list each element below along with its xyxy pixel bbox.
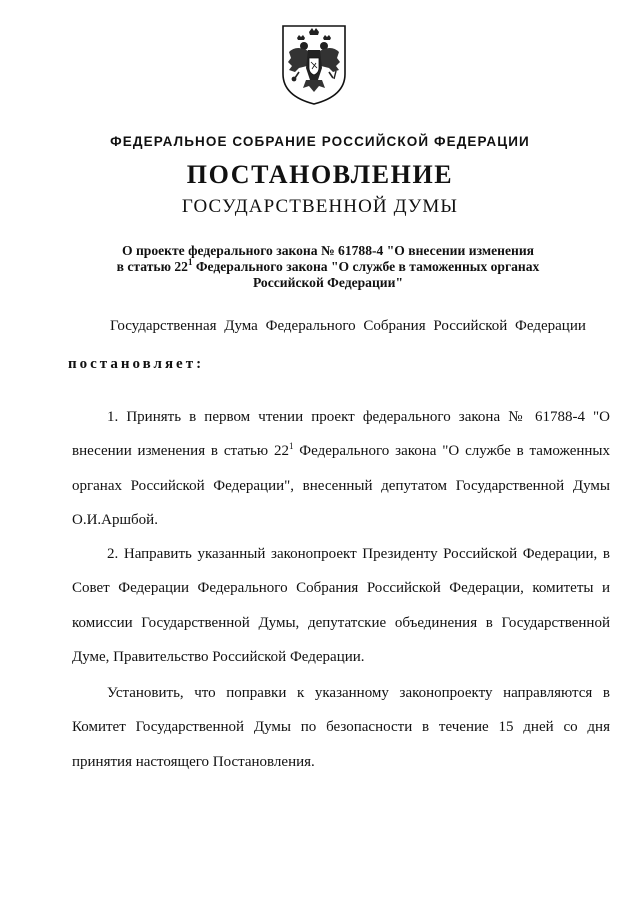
document-title <box>80 243 576 291</box>
document-type-heading: ПОСТАНОВЛЕНИЕ <box>186 160 454 189</box>
title-line-2-superscript: 1 <box>187 257 193 267</box>
title-line-3: Российской Федерации" <box>252 275 404 290</box>
preamble-text: Государственная Дума Федерального Собрания Российской Федерации <box>110 318 586 334</box>
paragraph-1-superscript: 1 <box>288 441 294 452</box>
paragraph-3: Установить, что поправки к указанному законопроекту направляются в Комитет Государственной Думы по безопасности в течение 15 дней со дня принятия настоящего Постановления. <box>72 685 610 770</box>
document-issuer-heading: ГОСУДАРСТВЕННОЙ ДУМЫ <box>181 196 459 217</box>
paragraph-1 <box>72 400 610 538</box>
title-line-2-end: Федерального закона "О службе в таможенных органах <box>192 259 540 274</box>
title-line-2-start: в статью 22 <box>116 259 188 274</box>
paragraph-1-end: Федерального закона "О службе в таможенных органах Российской Федерации", внесенный депутатом Государственной Думы О.И.Аршбой. <box>72 443 610 529</box>
resolves-heading: постановляет: <box>68 356 205 372</box>
title-line-1: О проекте федерального закона № 61788-4 "О внесении изменения <box>121 243 535 258</box>
paragraph-2: 2. Направить указанный законопроект Президенту Российской Федерации, в Совет Федерации Федерального Собрания Российской Федерации, комитеты и комиссии Государственной Думы, депутатские объединения в Государственной Думе, Правительство Российской Федерации. <box>72 546 610 666</box>
title-line-2 <box>80 259 576 275</box>
state-emblem-icon <box>279 22 349 106</box>
paragraph-1-start: 1. Принять в первом чтении проект федерального закона № 61788-4 "О внесении изменения в статью 22 <box>72 409 610 460</box>
organization-heading: ФЕДЕРАЛЬНОЕ СОБРАНИЕ РОССИЙСКОЙ ФЕДЕРАЦИИ <box>110 134 530 149</box>
